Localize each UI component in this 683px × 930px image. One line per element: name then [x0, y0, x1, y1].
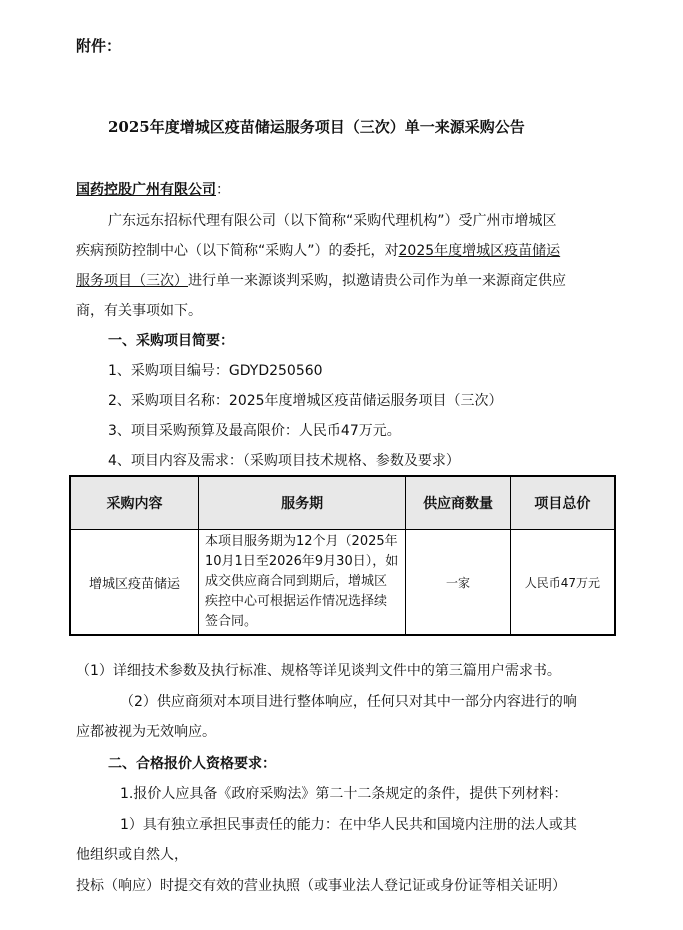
section1-item-4: 4、项目内容及需求：（采购项目技术规格、参数及要求）: [108, 453, 460, 469]
intro-line-3: [76, 271, 566, 291]
table-header-period: 服务期: [199, 476, 406, 530]
section1-item-2: 2、采购项目名称：2025年度增城区疫苗储运服务项目（三次）: [108, 393, 503, 409]
table-row: [70, 530, 615, 636]
cell-supplier-count: 一家: [406, 530, 511, 636]
note-2-line-1: （2）供应商须对本项目进行整体响应，任何只对其中一部分内容进行的响: [120, 694, 577, 710]
procurement-table: [69, 475, 616, 636]
cell-content: 增城区疫苗储运: [70, 530, 199, 636]
section2-paragraph-2-line-2: 他组织或自然人，: [76, 847, 188, 863]
intro-line-3-text: 进行单一来源谈判采购，拟邀请贵公司作为单一来源商定供应: [188, 273, 566, 289]
section2-heading: 二、合格报价人资格要求：: [108, 756, 276, 772]
addressee-line: [76, 180, 230, 200]
note-2-line-2: 应都被视为无效响应。: [76, 724, 216, 740]
addressee-colon: ：: [216, 182, 230, 198]
intro-line-2-text: 疾病预防控制中心（以下简称“采购人”）的委托，对: [76, 243, 399, 259]
project-name-link-part2: 服务项目（三次）: [76, 273, 188, 289]
table-header-total: 项目总价: [510, 476, 615, 530]
table-header-content: 采购内容: [70, 476, 199, 530]
section1-heading: 一、采购项目简要：: [108, 333, 234, 349]
table-header-supplier-count: 供应商数量: [406, 476, 511, 530]
note-1: （1）详细技术参数及执行标准、规格等详见谈判文件中的第三篇用户需求书。: [76, 663, 561, 679]
cell-total: 人民币47万元: [510, 530, 615, 636]
section2-paragraph-2-line-1: 1）具有独立承担民事责任的能力：在中华人民共和国境内注册的法人或其: [120, 817, 577, 833]
intro-line-1: 广东远东招标代理有限公司（以下简称“采购代理机构”）受广州市增城区: [108, 213, 557, 229]
section1-item-1: 1、采购项目编号：GDYD250560: [108, 363, 323, 379]
page-title: 2025年度增城区疫苗储运服务项目（三次）单一来源采购公告: [108, 118, 525, 136]
cell-period: 本项目服务期为12个月（2025年10月1日至2026年9月30日），如成交供应商合同到期后，增城区疾控中心可根据运作情况选择续签合同。: [199, 530, 406, 636]
section2-paragraph-1: 1.报价人应具备《政府采购法》第二十二条规定的条件，提供下列材料：: [120, 786, 568, 802]
intro-line-4: 商，有关事项如下。: [76, 303, 202, 319]
table-header-row: [70, 476, 615, 530]
intro-line-2: [76, 241, 560, 261]
project-name-link-part1: 2025年度增城区疫苗储运: [398, 243, 561, 259]
attachment-label: 附件：: [76, 37, 122, 55]
section2-paragraph-3: 投标（响应）时提交有效的营业执照（或事业法人登记证或身份证等相关证明）: [76, 878, 566, 894]
addressee-name: 国药控股广州有限公司: [76, 182, 216, 198]
section1-item-3: 3、项目采购预算及最高限价：人民币47万元。: [108, 423, 401, 439]
